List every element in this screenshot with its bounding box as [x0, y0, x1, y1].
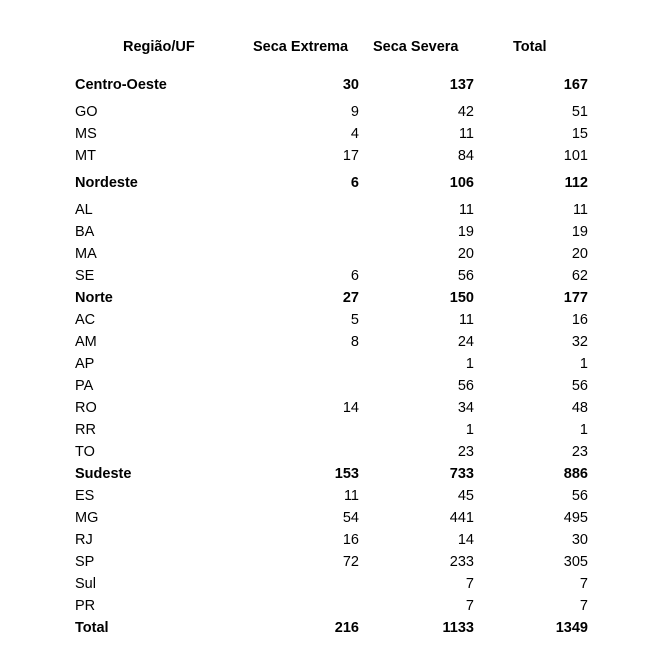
cell-seca-extrema: 8	[350, 334, 359, 350]
cell-seca-severa: 137	[449, 77, 474, 93]
row-label: TO	[75, 444, 95, 460]
cell-total: 177	[563, 290, 588, 306]
row-label: MA	[75, 246, 97, 262]
cell-total: 886	[563, 466, 588, 482]
row-label: AL	[75, 202, 93, 218]
row-label: MT	[75, 148, 96, 164]
row-label: MS	[75, 126, 97, 142]
cell-seca-extrema: 5	[350, 312, 359, 328]
cell-seca-severa: 441	[449, 510, 474, 526]
cell-seca-severa: 19	[457, 224, 474, 240]
cell-seca-severa: 11	[458, 312, 474, 328]
cell-seca-severa: 84	[457, 148, 474, 164]
cell-seca-extrema: 153	[334, 466, 359, 482]
row-label: Norte	[75, 290, 113, 306]
cell-seca-severa: 1	[465, 422, 474, 438]
cell-seca-severa: 733	[449, 466, 474, 482]
cell-total: 167	[563, 77, 588, 93]
cell-total: 495	[563, 510, 588, 526]
row-label: SE	[75, 268, 95, 284]
cell-seca-extrema: 54	[342, 510, 359, 526]
cell-total: 1	[579, 422, 588, 438]
cell-seca-severa: 11	[458, 202, 474, 218]
row-label: Sudeste	[75, 466, 132, 482]
cell-total: 30	[571, 532, 588, 548]
header-severe: Seca Severa	[373, 39, 459, 55]
cell-seca-severa: 106	[449, 175, 474, 191]
cell-seca-extrema: 27	[342, 290, 359, 306]
cell-seca-extrema: 72	[342, 554, 359, 570]
cell-seca-severa: 56	[457, 378, 474, 394]
row-label: Total	[75, 620, 109, 636]
header-region: Região/UF	[123, 39, 195, 55]
cell-seca-extrema: 6	[350, 268, 359, 284]
row-label: RO	[75, 400, 97, 416]
row-label: PA	[75, 378, 94, 394]
cell-seca-severa: 20	[457, 246, 474, 262]
cell-total: 19	[571, 224, 588, 240]
cell-total: 16	[571, 312, 588, 328]
cell-seca-extrema: 216	[334, 620, 359, 636]
cell-seca-extrema: 6	[350, 175, 359, 191]
cell-seca-severa: 7	[465, 576, 474, 592]
cell-total: 112	[564, 175, 588, 191]
header-total: Total	[513, 39, 547, 55]
cell-seca-severa: 42	[457, 104, 474, 120]
cell-seca-extrema: 9	[350, 104, 359, 120]
row-label: SP	[75, 554, 95, 570]
cell-total: 7	[579, 598, 588, 614]
row-label: AP	[75, 356, 95, 372]
cell-total: 1349	[555, 620, 588, 636]
row-label: AC	[75, 312, 96, 328]
row-label: ES	[75, 488, 95, 504]
cell-total: 51	[571, 104, 588, 120]
cell-seca-severa: 34	[457, 400, 474, 416]
row-label: RJ	[75, 532, 93, 548]
cell-seca-severa: 14	[457, 532, 474, 548]
cell-seca-severa: 11	[458, 126, 474, 142]
row-label: Sul	[75, 576, 96, 592]
cell-seca-severa: 150	[449, 290, 474, 306]
cell-seca-extrema: 11	[343, 488, 359, 504]
cell-total: 56	[571, 488, 588, 504]
cell-seca-extrema: 14	[342, 400, 359, 416]
cell-seca-extrema: 17	[342, 148, 359, 164]
cell-total: 56	[571, 378, 588, 394]
header-extreme: Seca Extrema	[253, 39, 349, 55]
cell-seca-severa: 1133	[442, 620, 474, 636]
cell-total: 101	[563, 148, 588, 164]
cell-total: 23	[571, 444, 588, 460]
cell-seca-extrema: 16	[342, 532, 359, 548]
cell-seca-severa: 23	[457, 444, 474, 460]
cell-total: 48	[571, 400, 588, 416]
cell-seca-severa: 233	[449, 554, 474, 570]
row-label: RR	[75, 422, 96, 438]
cell-total: 7	[579, 576, 588, 592]
row-label: AM	[75, 334, 97, 350]
cell-total: 20	[571, 246, 588, 262]
cell-seca-extrema: 4	[350, 126, 359, 142]
cell-total: 11	[572, 202, 588, 218]
row-label: Centro-Oeste	[75, 77, 167, 93]
cell-total: 15	[571, 126, 588, 142]
cell-total: 62	[571, 268, 588, 284]
row-label: MG	[75, 510, 99, 526]
cell-total: 1	[579, 356, 588, 372]
cell-seca-severa: 56	[457, 268, 474, 284]
row-label: GO	[75, 104, 98, 120]
cell-total: 305	[563, 554, 588, 570]
row-label: BA	[75, 224, 95, 240]
cell-seca-severa: 7	[465, 598, 474, 614]
cell-total: 32	[571, 334, 588, 350]
row-label: Nordeste	[75, 175, 138, 191]
row-label: PR	[75, 598, 96, 614]
cell-seca-severa: 1	[465, 356, 474, 372]
cell-seca-severa: 24	[457, 334, 474, 350]
cell-seca-severa: 45	[457, 488, 474, 504]
cell-seca-extrema: 30	[342, 77, 359, 93]
